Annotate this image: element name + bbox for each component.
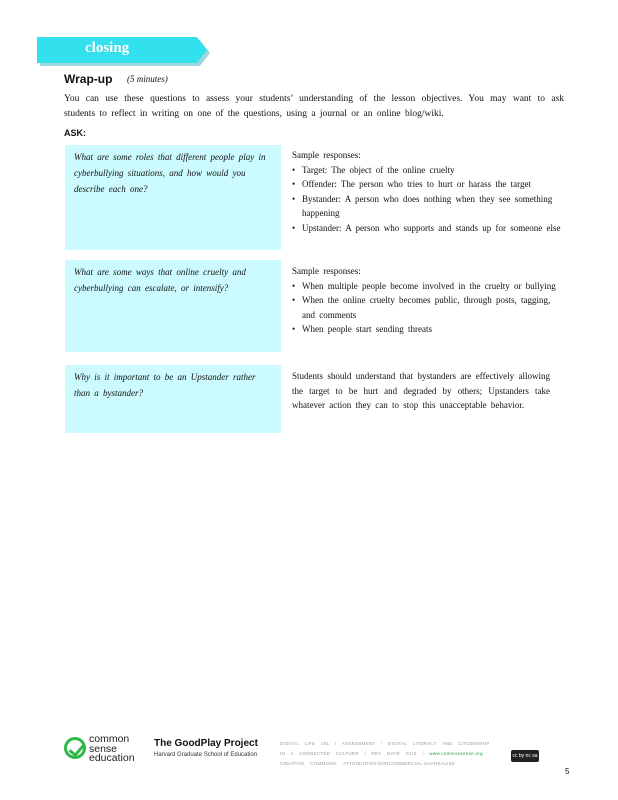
question-box [65,260,281,352]
answer-item: • Upstander: A person who supports and stands up for someone else [292,221,567,236]
question-box [65,145,281,250]
answer-lead: Sample responses: [292,266,361,276]
credits [280,739,500,769]
credits-line: CREATIVE COMMONS: ATTRIBUTION-NONCOMMERCIAL-SHAREALIKE [280,761,456,766]
section-label: closing [85,40,130,56]
ask-label: ASK: [64,128,86,138]
checkmark-icon [64,737,86,759]
question-text: What are some roles that different people play in cyberbullying situations, and how would you describe each one? [74,152,266,194]
credits-line: DIGITAL LIFE 101 / ASSESSMENT / DIGITAL LITERACY AND CITIZENSHIP [280,741,490,746]
answer-lead: Sample responses: [292,150,361,160]
question-text: What are some ways that online cruelty and cyberbullying can escalate, or intensify? [74,267,246,293]
intro-paragraph: You can use these questions to assess your students’ understanding of the lesson objectives. You may want to ask students to reflect in writing on one of the questions, using a journal or an online blog/wiki. [64,94,564,119]
answer-item: • When the online cruelty becomes public, through posts, tagging, and comments [292,293,567,322]
logo-line: common [89,733,130,745]
answer-list [292,163,567,236]
answer-paragraph: Students should understand that bystanders are effectively allowing the target to be hurt and degraded by others; Upstanders take whatever action they can to stop this unacceptable behavior. [292,371,550,410]
answer-block [292,148,567,235]
answer-list [292,279,567,337]
answer-item: • Offender: The person who tries to hurt or harass the target [292,177,567,192]
answer-item: • When multiple people become involved in the cruelty or bullying [292,279,567,294]
website-link[interactable]: www.commonsense.org [429,751,483,756]
logo-line: sense [89,742,118,755]
goodplay-subtitle: Harvard Graduate School of Education [154,752,258,758]
answer-block [292,369,550,413]
answer-item: • When people start sending threats [292,322,567,337]
answer-block [292,264,567,337]
credits-line: IN A CONNECTED CULTURE / REV DATE 2015 / [280,751,424,756]
answer-item: • Bystander: A person who does nothing when they see something happening [292,192,567,221]
question-text: Why is it important to be an Upstander rather than a bystander? [74,372,256,398]
page-number: 5 [565,767,570,776]
wrapup-title: Wrap-up [64,72,113,86]
wrapup-duration: (5 minutes) [127,74,168,84]
creative-commons-badge: cc by nc sa [511,750,539,762]
question-box [65,365,281,433]
answer-item: • Target: The object of the online cruelty [292,163,567,178]
goodplay-title: The GoodPlay Project [154,738,258,749]
logo-line: education [89,752,135,764]
